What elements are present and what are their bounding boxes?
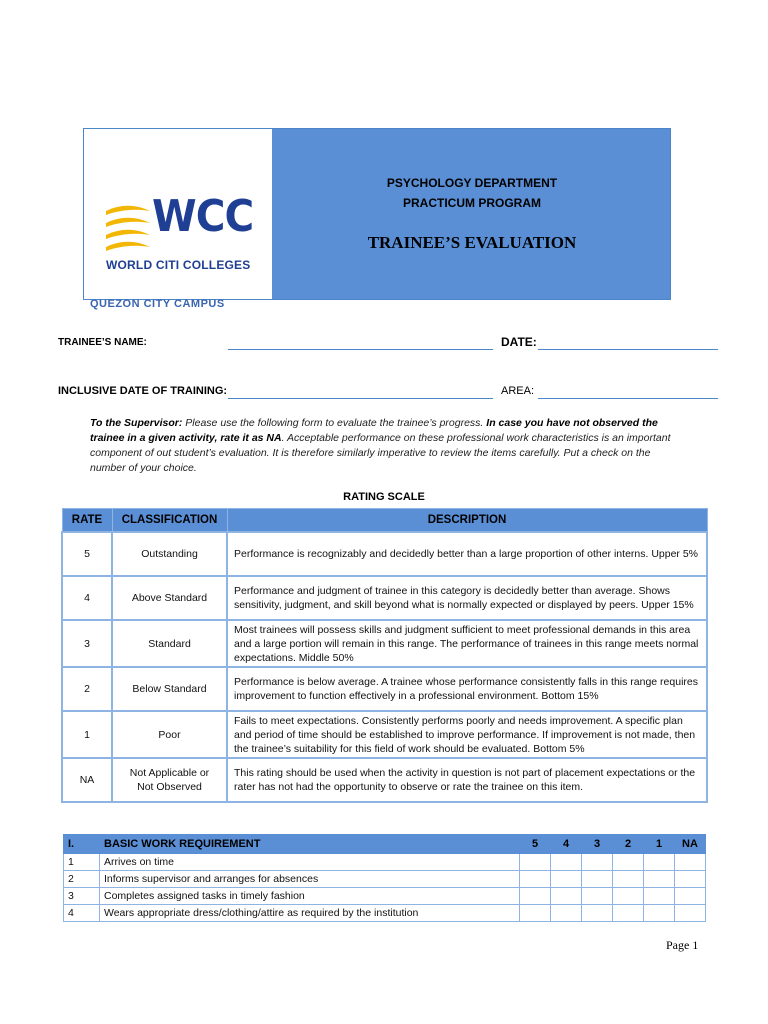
area-label: AREA:	[501, 385, 535, 397]
rating-checkbox[interactable]	[520, 871, 551, 888]
classification-cell: Standard	[112, 620, 227, 667]
item-number: 4	[64, 905, 100, 922]
supervisor-instructions	[90, 416, 682, 476]
classification-cell: Below Standard	[112, 667, 227, 711]
item-text: Arrives on time	[100, 854, 520, 871]
section-title: BASIC WORK REQUIREMENT	[100, 835, 520, 854]
table-row	[62, 711, 707, 758]
rating-column-1: 1	[644, 835, 675, 854]
campus-name: QUEZON CITY CAMPUS	[90, 298, 225, 310]
page-title: TRAINEE’S EVALUATION	[367, 233, 577, 252]
rate-cell: 4	[62, 576, 112, 620]
date-label: DATE:	[501, 335, 537, 349]
item-number: 2	[64, 871, 100, 888]
instructions-na-note: In case you have not observed the trainee in a given activity, rate it as NA	[90, 417, 658, 444]
rating-checkbox[interactable]	[675, 888, 706, 905]
item-number: 1	[64, 854, 100, 871]
table-row	[62, 758, 707, 802]
table-row	[64, 854, 706, 871]
inclusive-date-label: INCLUSIVE DATE OF TRAINING:	[58, 385, 228, 397]
college-logo	[84, 129, 272, 299]
rating-column-2: 2	[613, 835, 644, 854]
program-name: PRACTICUM PROGRAM	[403, 196, 541, 210]
classification-cell: Poor	[112, 711, 227, 758]
instructions-text-continued: . Acceptable performance on these professional work characteristics is an important component of out student’s evaluation. It is therefore similarly imperative to review the items carefully. Put a check on the number of your choice.	[90, 432, 671, 474]
rating-checkbox[interactable]	[644, 854, 675, 871]
rating-checkbox[interactable]	[582, 905, 613, 922]
rating-column-3: 3	[582, 835, 613, 854]
table-row	[62, 532, 707, 576]
item-text: Informs supervisor and arranges for absences	[100, 871, 520, 888]
rating-checkbox[interactable]	[613, 854, 644, 871]
description-cell: Performance and judgment of trainee in this category is decidedly better than average. Shows sensitivity, judgment, and skill beyond what is normally expected or displayed by peers. Upper 15%	[227, 576, 707, 620]
description-cell: Fails to meet expectations. Consistently performs poorly and needs improvement. A specific plan and period of time should be established to improve performance. If improvement is not made, then the trainee’s suitability for this field of work should be evaluated. Bottom 5%	[227, 711, 707, 758]
instructions-text: Please use the following form to evaluate the trainee’s progress.	[182, 417, 487, 429]
rate-cell: NA	[62, 758, 112, 802]
classification-cell: Outstanding	[112, 532, 227, 576]
rating-checkbox[interactable]	[520, 854, 551, 871]
rating-checkbox[interactable]	[613, 871, 644, 888]
rating-checkbox[interactable]	[644, 888, 675, 905]
requirement-header-row	[64, 835, 706, 854]
swoosh-icon	[104, 203, 152, 253]
rating-scale-title: RATING SCALE	[343, 491, 425, 503]
rate-cell: 2	[62, 667, 112, 711]
rating-checkbox[interactable]	[551, 905, 582, 922]
rating-checkbox[interactable]	[582, 871, 613, 888]
item-number: 3	[64, 888, 100, 905]
trainee-name-label: TRAINEE’S NAME:	[58, 337, 147, 348]
page-number: Page 1	[666, 938, 699, 952]
description-cell: Performance is below average. A trainee whose performance consistently falls in this range requires improvement to function effectively in a professional environment. Bottom 15%	[227, 667, 707, 711]
logo-college-name: WORLD CITI COLLEGES	[106, 258, 251, 272]
classification-cell: Not Applicable or Not Observed	[112, 758, 227, 802]
table-row	[62, 576, 707, 620]
rating-checkbox[interactable]	[551, 888, 582, 905]
section-number: I.	[64, 835, 100, 854]
rating-column-na: NA	[675, 835, 706, 854]
rating-checkbox[interactable]	[582, 888, 613, 905]
rating-checkbox[interactable]	[675, 854, 706, 871]
rate-header: RATE	[62, 509, 112, 533]
table-row	[64, 871, 706, 888]
instructions-lead: To the Supervisor:	[90, 417, 183, 429]
header-banner	[83, 128, 671, 300]
basic-work-requirement-table	[63, 834, 706, 922]
rating-checkbox[interactable]	[644, 871, 675, 888]
description-header: DESCRIPTION	[227, 509, 707, 533]
classification-header: CLASSIFICATION	[112, 509, 227, 533]
inclusive-date-field[interactable]	[228, 398, 493, 399]
rating-checkbox[interactable]	[520, 888, 551, 905]
trainee-name-field[interactable]	[228, 349, 493, 350]
classification-cell: Above Standard	[112, 576, 227, 620]
logo-acronym: WCC	[152, 191, 254, 242]
table-row	[64, 888, 706, 905]
rating-checkbox[interactable]	[644, 905, 675, 922]
rating-checkbox[interactable]	[675, 871, 706, 888]
rating-checkbox[interactable]	[551, 871, 582, 888]
rate-cell: 5	[62, 532, 112, 576]
rating-scale-table	[61, 508, 708, 803]
department-name: PSYCHOLOGY DEPARTMENT	[386, 176, 558, 190]
rating-checkbox[interactable]	[675, 905, 706, 922]
rating-table-header	[62, 509, 707, 533]
item-text: Wears appropriate dress/clothing/attire as required by the institution	[100, 905, 520, 922]
rating-checkbox[interactable]	[582, 854, 613, 871]
description-cell: This rating should be used when the activity in question is not part of placement expectations or the rater has not had the opportunity to observe or rate the trainee on this item.	[227, 758, 707, 802]
rating-checkbox[interactable]	[613, 888, 644, 905]
rating-checkbox[interactable]	[520, 905, 551, 922]
item-text: Completes assigned tasks in timely fashion	[100, 888, 520, 905]
area-field[interactable]	[538, 398, 718, 399]
table-row	[62, 620, 707, 667]
date-field[interactable]	[538, 349, 718, 350]
table-row	[62, 667, 707, 711]
rating-column-5: 5	[520, 835, 551, 854]
rating-column-4: 4	[551, 835, 582, 854]
rate-cell: 3	[62, 620, 112, 667]
rate-cell: 1	[62, 711, 112, 758]
table-row	[64, 905, 706, 922]
rating-checkbox[interactable]	[551, 854, 582, 871]
description-cell: Most trainees will possess skills and judgment sufficient to meet professional demands in this area and a large portion will remain in this range. The performance of trainees in this range meets normal expectations. Middle 50%	[227, 620, 707, 667]
description-cell: Performance is recognizably and decidedly better than a large proportion of other interns. Upper 5%	[227, 532, 707, 576]
rating-checkbox[interactable]	[613, 905, 644, 922]
